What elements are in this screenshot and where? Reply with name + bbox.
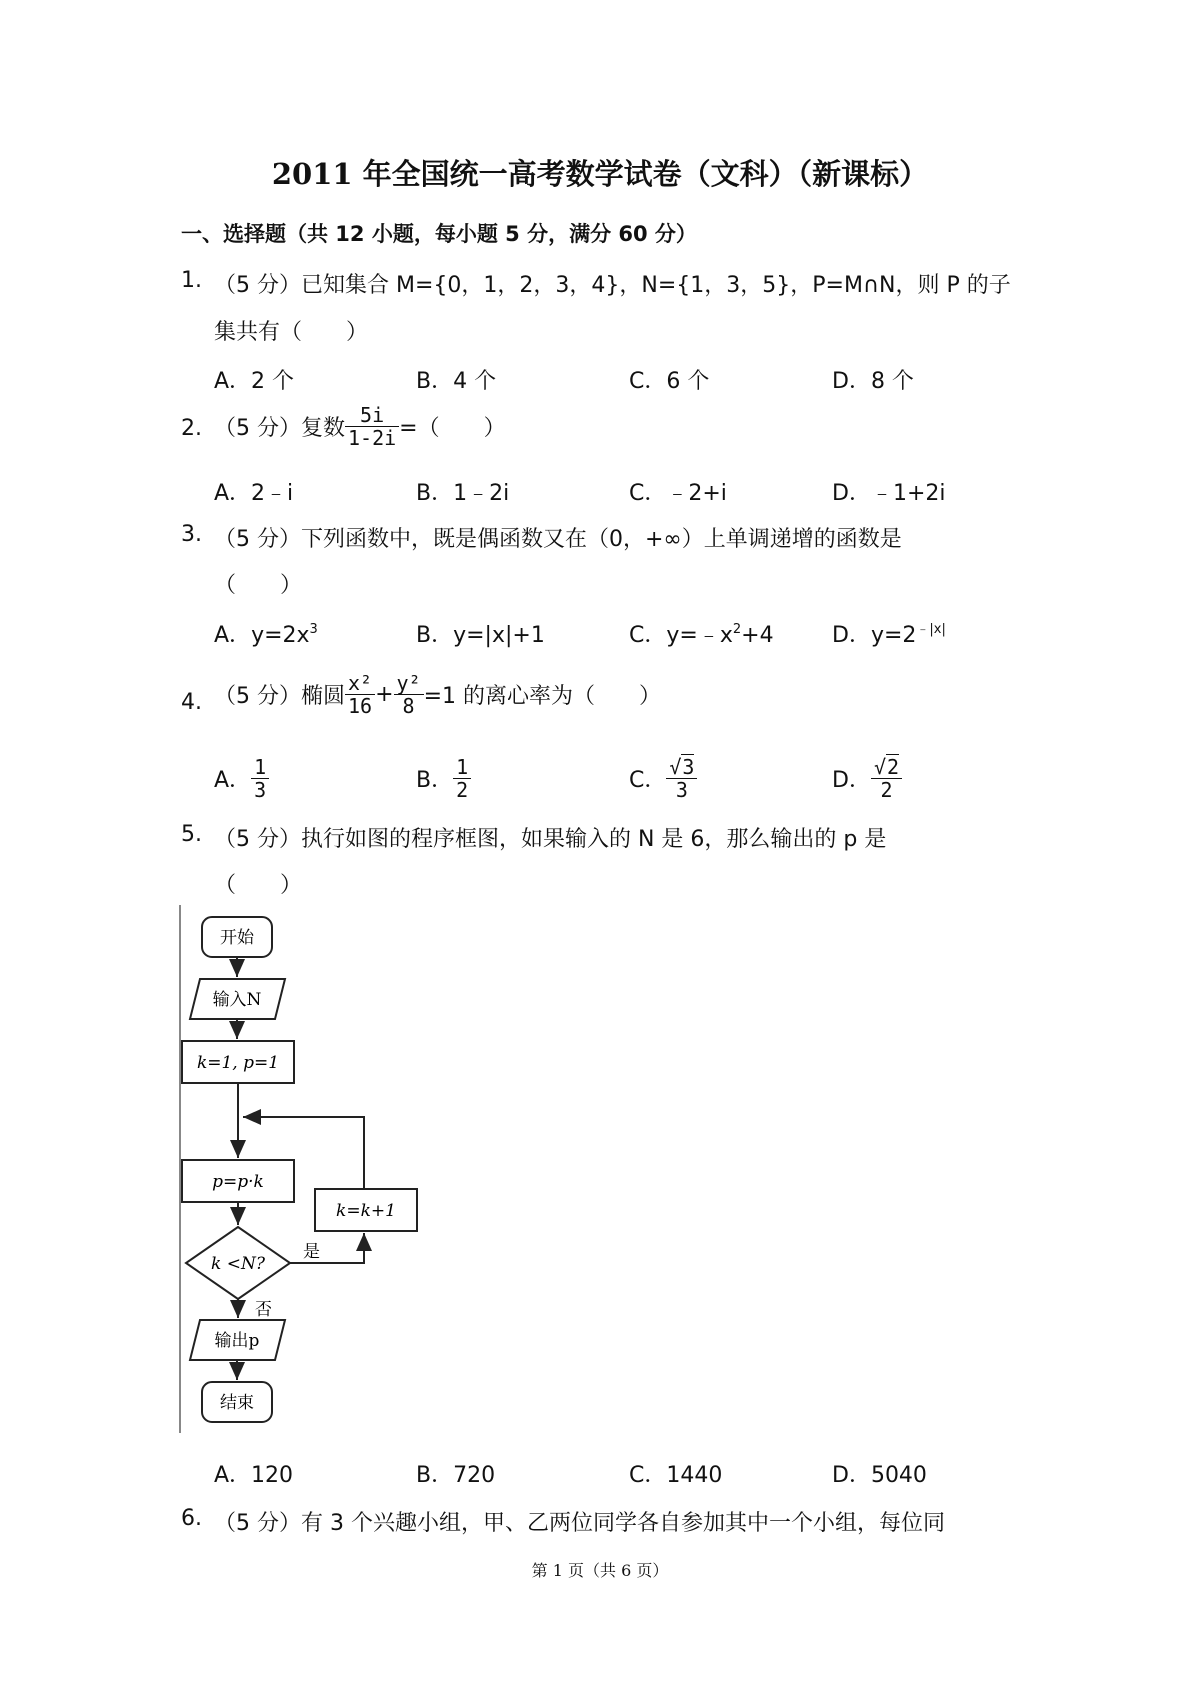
flowchart (175, 905, 455, 1435)
option-c (629, 618, 774, 649)
option-d: D．8 个 (832, 369, 914, 394)
option-c (629, 756, 697, 801)
start-label: 开始 (220, 928, 254, 948)
option-a: A．120 (214, 1463, 294, 1488)
question-text-cont: （ ） (214, 873, 303, 898)
option-d (832, 618, 946, 649)
fraction-x (345, 672, 375, 717)
option-a (214, 618, 318, 649)
input-label: 输入N (212, 990, 262, 1010)
option-label: A． (214, 768, 252, 793)
option-b: B．4 个 (416, 369, 497, 394)
option-b (416, 618, 545, 649)
option-c: C．1440 (629, 1463, 723, 1488)
fraction-numerator: √3 (666, 756, 697, 779)
question-number: 6. (181, 1506, 202, 1531)
exponent: ﹣|x| (916, 622, 946, 637)
question-text (214, 404, 506, 449)
fraction-denominator: 3 (675, 778, 688, 802)
fraction-denominator: 2 (880, 778, 893, 802)
radicand: 3 (682, 755, 695, 779)
option-formula: y=﹣x (666, 623, 733, 648)
question-number: 2. (181, 416, 202, 441)
fraction-numerator: √2 (871, 756, 902, 779)
condition-label: k <N? (211, 1254, 265, 1274)
question-text-cont: （ ） (214, 573, 303, 598)
question-text: （5 分）有 3 个兴趣小组，甲、乙两位同学各自参加其中一个小组，每位同 (214, 1511, 945, 1536)
fraction-denominator: 1-2i (348, 426, 397, 450)
fraction (345, 404, 399, 449)
question-text: （5 分）已知集合 M={0，1，2，3，4}，N={1，3，5}，P=M∩N，则 P 的子 (214, 273, 1011, 298)
question-number: 1. (181, 268, 202, 293)
question-number: 3. (181, 522, 202, 547)
option-a: A．2 个 (214, 369, 295, 394)
output-label: 输出p (214, 1331, 260, 1351)
question-number: 4. (181, 690, 202, 715)
option-b: B．1﹣2i (416, 481, 510, 506)
yes-arrow (290, 1233, 364, 1263)
question-text-pre: （5 分）复数 (214, 416, 345, 441)
fraction-y (394, 672, 424, 717)
option-label: B． (416, 768, 454, 793)
fraction (871, 756, 902, 801)
fraction-numerator: y² (394, 672, 424, 695)
no-label: 否 (255, 1300, 272, 1320)
fraction-numerator: 5i (345, 404, 399, 427)
plus-sign: + (375, 682, 394, 707)
question-text-pre: （5 分）椭圆 (214, 684, 345, 709)
page-title: 2011 年全国统一高考数学试卷（文科）（新课标） (271, 157, 929, 191)
fraction-denominator: 2 (456, 778, 469, 802)
init-label: k=1, p=1 (196, 1053, 280, 1073)
option-d (832, 756, 902, 801)
option-c: C．﹣2+i (629, 481, 727, 506)
question-text (214, 672, 661, 717)
option-d: D．﹣1+2i (832, 481, 946, 506)
option-b: B．720 (416, 1463, 496, 1488)
fraction-denominator: 8 (402, 694, 415, 718)
option-label: A． (214, 623, 252, 648)
question-text-post: =1 的离心率为（ ） (423, 684, 662, 709)
end-label: 结束 (220, 1393, 254, 1413)
question-text: （5 分）下列函数中，既是偶函数又在（0，+∞）上单调递增的函数是 (214, 527, 902, 552)
radicand: 2 (887, 755, 900, 779)
option-label: C． (629, 768, 667, 793)
question-text-cont: 集共有（ ） (214, 320, 369, 345)
page-footer: 第 1 页（共 6 页） (531, 1561, 669, 1580)
option-label: D． (832, 623, 871, 648)
option-d: D．5040 (832, 1463, 927, 1488)
exponent: 2 (732, 622, 742, 637)
multiply-label: p=p·k (212, 1172, 264, 1192)
section-heading: 一、选择题（共 12 小题，每小题 5 分，满分 60 分） (181, 222, 697, 246)
yes-label: 是 (303, 1242, 320, 1262)
fraction-denominator: 3 (254, 778, 267, 802)
exponent: 3 (309, 622, 318, 637)
question-text: （5 分）执行如图的程序框图，如果输入的 N 是 6，那么输出的 p 是 (214, 827, 887, 852)
option-formula: y=2 (870, 623, 917, 648)
question-number: 5. (181, 822, 202, 847)
option-formula-tail: +4 (741, 623, 774, 648)
fraction (251, 756, 269, 801)
option-a: A．2﹣i (214, 481, 294, 506)
fraction-numerator: x² (345, 672, 375, 695)
fraction (453, 756, 471, 801)
increment-label: k=k+1 (336, 1201, 396, 1221)
option-b (416, 756, 471, 801)
option-label: D． (832, 768, 871, 793)
fraction-denominator: 16 (348, 694, 373, 718)
fraction-numerator: 1 (453, 756, 471, 779)
option-a (214, 756, 269, 801)
option-formula: y=2x (251, 623, 310, 648)
option-label: B． (416, 623, 454, 648)
fraction-numerator: 1 (251, 756, 269, 779)
option-label: C． (629, 623, 667, 648)
option-formula: y=|x|+1 (453, 623, 545, 648)
question-text-post: =（ ） (399, 416, 506, 441)
fraction (666, 756, 697, 801)
option-c: C．6 个 (629, 369, 710, 394)
